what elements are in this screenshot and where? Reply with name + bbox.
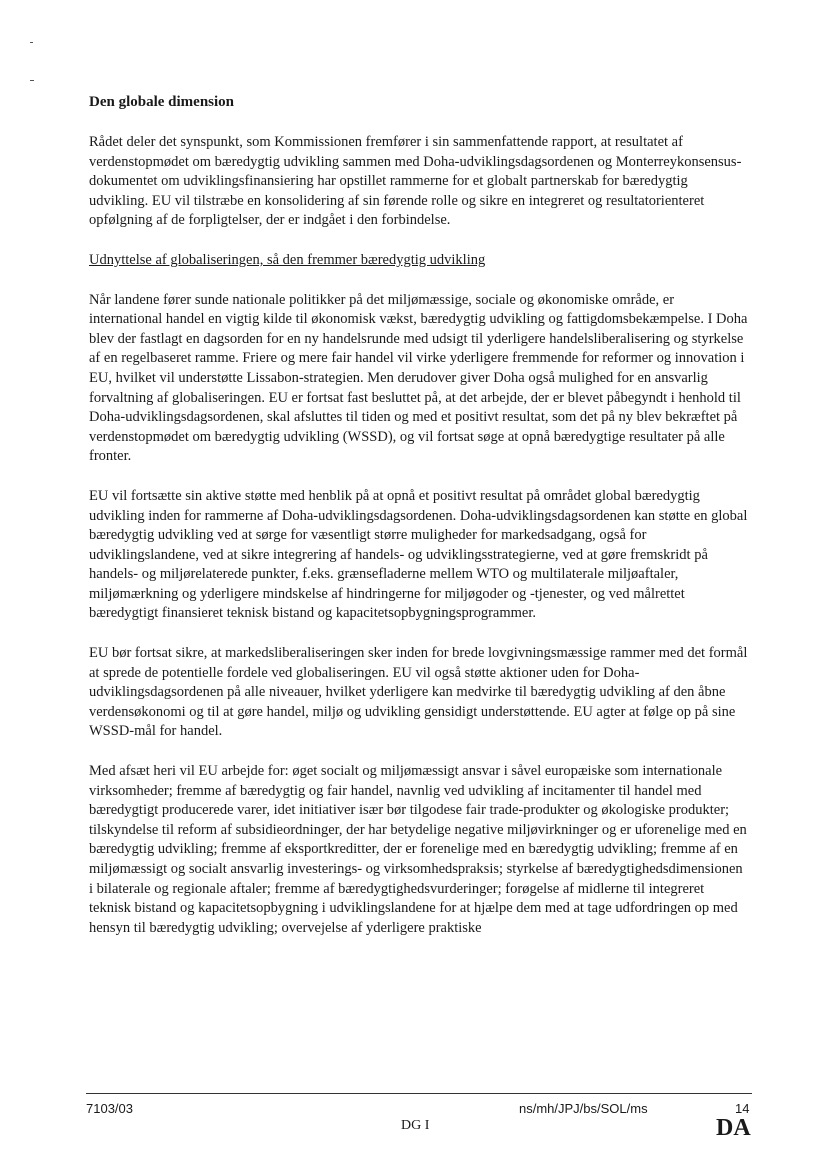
scan-mark: [30, 42, 33, 43]
body-paragraph: Når landene fører sunde nationale politikker på det miljømæssige, sociale og økonomiske område, er international handel en vigtig kilde til økonomisk vækst, bæredygtig udvikling og fattigdomsbekæmpelse. I Doha blev der fastlagt en dagsorden for en ny handelsrunde med udsigt til yderligere handelsliberalisering og styrkelse af en regelbaseret ramme. Friere og mere fair handel vil virke yderligere fremmende for reformer og innovation i EU, hvilket vil understøtte Lissabon-strategien. Men derudover giver Doha også mulighed for en ansvarlig forvaltning af globaliseringen. EU er fortsat fast besluttet på, at det arbejde, der er blevet påbegyndt i henhold til Doha-udviklingsdagsordenen, skal afsluttes til tiden og med et positivt resultat, som det på ny blev bekræftet på verdenstopmødet om bæredygtig udvikling (WSSD), og vil fortsat søge at opnå bæredygtige resultater på alle fronter.: [89, 291, 748, 465]
document-body: [89, 92, 749, 938]
language-code: DA: [716, 1115, 751, 1141]
document-reference: 7103/03: [86, 1101, 133, 1116]
body-paragraph: Med afsæt heri vil EU arbejde for: øget socialt og miljømæssigt ansvar i såvel europæiske som internationale virksomheder; fremme af bæredygtig og fair handel, navnlig ved udvikling af incitamenter til handel med bæredygtigt producerede varer, idet initiativer især bør tilgodese fair trade-produkter og økologiske produkter; tilskyndelse til reform af subsidieordninger, der har betydelige negative miljøvirkninger og er uforenelige med en bæredygtig udvikling; fremme af eksportkreditter, der er forenelige med en bæredygtig udvikling; fremme af en miljømæssigt og socialt ansvarlig investerings- og virksomhedspraksis; styrkelse af bæredygtighedsdimensionen i bilaterale og regionale aftaler; fremme af bæredygtighedsvurderinger; forøgelse af midlerne til integreret teknisk bistand og kapacitetsopbygning i udviklingslandene for at hjælpe dem med at tage udfordringen op med hensyn til bæredygtig udvikling; overvejelse af yderligere praktiske: [89, 763, 747, 936]
scan-mark: [30, 80, 34, 81]
page-number: 14: [735, 1101, 750, 1116]
intro-paragraph: Rådet deler det synspunkt, som Kommissionen fremfører i sin sammenfattende rapport, at resultatet af verdenstopmødet om bæredygtig udvikling sammen med Doha-udviklingsdagsordenen og Monterreykonsensus-dokumentet om udviklingsfinansiering har opstillet rammerne for et globalt partnerskab for bæredygtig udvikling. EU vil tilstræbe en konsolidering af sin førende rolle og sikre en integreret og resultatorienteret opfølgning af de forpligtelser, der er indgået i den forbindelse.: [89, 134, 742, 229]
subsection-heading: Udnyttelse af globaliseringen, så den fremmer bæredygtig udvikling: [89, 251, 486, 268]
section-heading: Den globale dimension: [89, 94, 235, 110]
body-paragraph: EU vil fortsætte sin aktive støtte med henblik på at opnå et positivt resultat på området global bæredygtig udvikling inden for rammerne af Doha-udviklingsdagsordenen. Doha-udviklingsdagsordenen kan støtte en global bæredygtig udvikling ved at sørge for væsentligt større muligheder for markedsadgang, også for udviklingslandene, ved at sikre integrering af handels- og udviklingsstrategierne, ved at gøre fremskridt på handels- og miljørelaterede punkter, f.eks. grænsefladerne mellem WTO og multilaterale miljøaftaler, miljømærkning og yderligere mindskelse af hindringerne for miljøgoder og -tjenester, og ved målrettet bæredygtigt finansieret teknisk bistand og kapacitetsopbygningsprogrammer.: [89, 487, 748, 622]
author-initials: ns/mh/JPJ/bs/SOL/ms: [519, 1101, 648, 1116]
footer-divider: [86, 1093, 752, 1094]
department-code: DG I: [401, 1118, 430, 1133]
body-paragraph: EU bør fortsat sikre, at markedsliberaliseringen sker inden for brede lovgivningsmæssige rammer med det formål at sprede de potentielle fordele ved globaliseringen. EU vil også støtte aktioner uden for Doha-udviklingsdagsordenen på alle niveauer, hvilket yderligere kan medvirke til bæredygtig udvikling af den åbne verdensøkonomi og til at gøre handel, miljø og udvikling gensidigt understøttende. EU agter at følge op på sine WSSD-mål for handel.: [89, 645, 748, 740]
